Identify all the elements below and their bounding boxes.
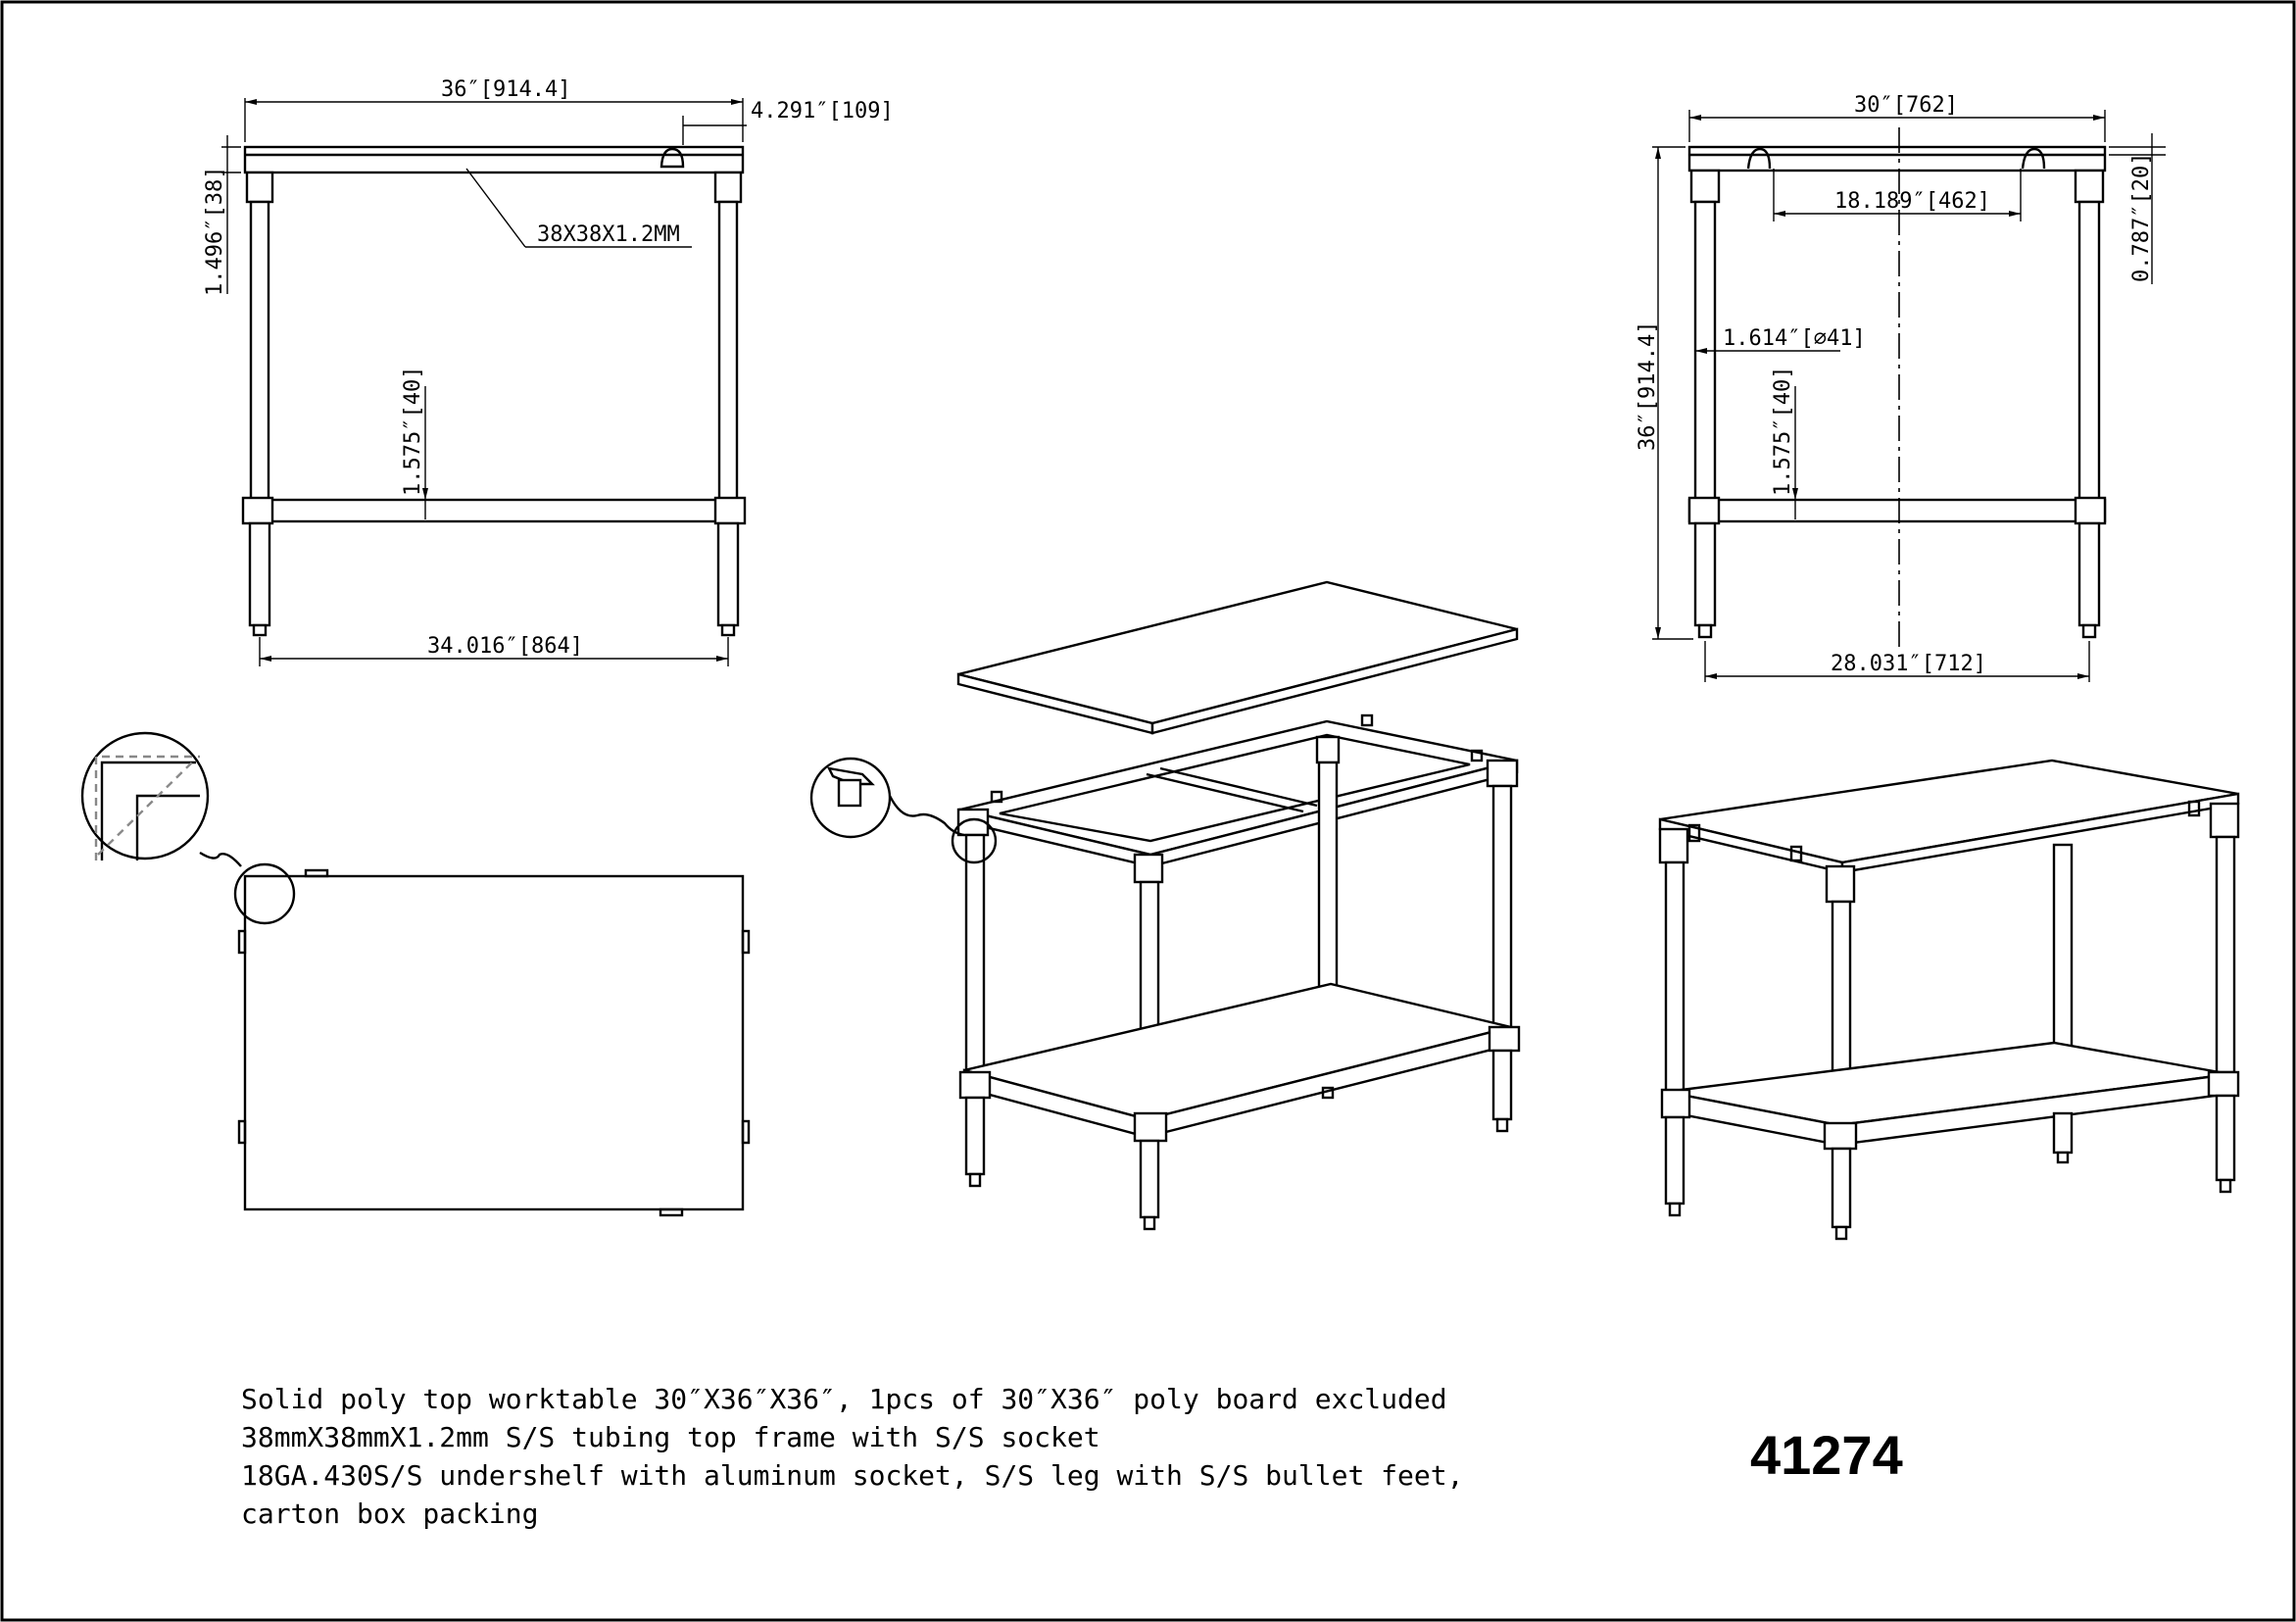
label-tube-size: 38X38X1.2MM	[537, 222, 680, 247]
dim-side-total-height: 36″[914.4]	[1636, 320, 1660, 451]
front-view	[203, 77, 894, 666]
assembled-iso-view	[1660, 761, 2238, 1239]
top-view	[82, 733, 749, 1215]
dim-front-shelf-height: 1.575″[40]	[401, 366, 425, 496]
dim-side-leg-diameter: 1.614″[⌀41]	[1723, 326, 1866, 351]
dim-front-top-height: 1.496″[38]	[203, 166, 227, 296]
dim-side-socket-span: 18.189″[462]	[1834, 189, 1990, 214]
side-view	[1636, 93, 2166, 682]
dim-front-socket-offset: 4.291″[109]	[751, 99, 894, 123]
description-block	[241, 1380, 1464, 1533]
description-line-1: Solid poly top worktable 30″X36″X36″, 1pcs of 30″X36″ poly board excluded	[241, 1383, 1447, 1415]
exploded-iso-view	[811, 582, 1519, 1229]
dim-side-top-height: 0.787″[20]	[2129, 152, 2154, 282]
description-line-2: 38mmX38mmX1.2mm S/S tubing top frame with S/S socket	[241, 1421, 1100, 1453]
dim-front-leg-span: 34.016″[864]	[427, 634, 583, 659]
dim-side-shelf-height: 1.575″[40]	[1771, 366, 1795, 496]
dim-front-width: 36″[914.4]	[441, 77, 571, 102]
dim-side-leg-span: 28.031″[712]	[1831, 652, 1986, 676]
dim-side-width: 30″[762]	[1854, 93, 1958, 118]
description-line-4: carton box packing	[241, 1498, 539, 1530]
model-number: 41274	[1750, 1424, 1903, 1486]
description-line-3: 18GA.430S/S undershelf with aluminum socket, S/S leg with S/S bullet feet,	[241, 1459, 1464, 1492]
